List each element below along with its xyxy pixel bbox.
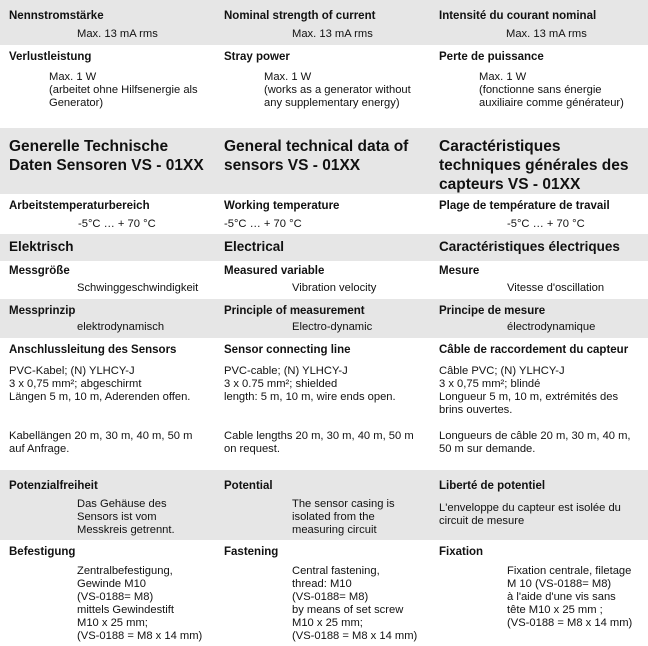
label: Potenzialfreiheit xyxy=(9,480,98,492)
value-line: auxiliaire comme générateur) xyxy=(479,97,624,109)
value: Schwinggeschwindigkeit xyxy=(77,282,199,294)
value: Vibration velocity xyxy=(292,282,377,294)
value-line: à l'aide d'une vis sans xyxy=(507,591,616,603)
value-line: (arbeitet ohne Hilfsenergie als xyxy=(49,84,198,96)
value-line: (VS-0188 = M8 x 14 mm) xyxy=(292,630,418,642)
value-line: Max. 1 W xyxy=(264,71,312,83)
value-line: Max. 1 W xyxy=(49,71,97,83)
note-line: 50 m sur demande. xyxy=(439,443,536,455)
row-nominal-current xyxy=(0,0,648,45)
value-line: Längen 5 m, 10 m, Aderenden offen. xyxy=(9,391,191,403)
label: Intensité du courant nominal xyxy=(439,10,597,22)
note-line: on request. xyxy=(224,443,280,455)
row-fastening xyxy=(0,540,648,646)
value-line: thread: M10 xyxy=(292,578,352,590)
note-line: Longueurs de câble 20 m, 30 m, 40 m, xyxy=(439,430,631,442)
heading-line: Daten Sensoren VS - 01XX xyxy=(9,157,204,174)
row-measurement-principle xyxy=(0,299,648,338)
label: Fixation xyxy=(439,546,484,558)
label: Nennstromstärke xyxy=(9,10,104,22)
note-line: Cable lengths 20 m, 30 m, 40 m, 50 m xyxy=(224,430,414,442)
value-line: M10 x 25 mm; xyxy=(77,617,148,629)
label: Liberté de potentiel xyxy=(439,480,546,492)
value-line: circuit de mesure xyxy=(439,515,525,527)
value-line: 3 x 0,75 mm²; blindé xyxy=(439,378,541,390)
label: Principle of measurement xyxy=(224,305,365,317)
value-line: Sensors ist vom xyxy=(77,511,157,523)
row-measured-variable xyxy=(0,261,648,299)
label: Potential xyxy=(224,480,273,492)
value: -5°C … + 70 °C xyxy=(507,218,585,230)
row-electrical-section xyxy=(0,234,648,261)
value-line: Câble PVC; (N) YLHCY-J xyxy=(439,365,565,377)
value-line: L'enveloppe du capteur est isolée du xyxy=(439,502,621,514)
heading-line: capteurs VS - 01XX xyxy=(439,176,581,193)
value-line: Max. 1 W xyxy=(479,71,527,83)
value-line: measuring circuit xyxy=(292,524,377,536)
label: Plage de température de travail xyxy=(439,200,610,212)
value-line: PVC-cable; (N) YLHCY-J xyxy=(224,365,348,377)
value-line: isolated from the xyxy=(292,511,375,523)
row-working-temperature xyxy=(0,194,648,234)
value: -5°C … + 70 °C xyxy=(224,218,302,230)
value-line: Longueur 5 m, 10 m, extrémités des xyxy=(439,391,619,403)
value-line: length: 5 m, 10 m, wire ends open. xyxy=(224,391,396,403)
value: elektrodynamisch xyxy=(77,321,165,333)
value-line: brins ouvertes. xyxy=(439,404,513,416)
section-title: Electrical xyxy=(224,239,285,254)
value: Electro-dynamic xyxy=(292,321,373,333)
value-line: 3 x 0.75 mm²; shielded xyxy=(224,378,338,390)
label: Verlustleistung xyxy=(9,51,92,63)
value-line: Fixation centrale, filetage xyxy=(507,565,632,577)
value: -5°C … + 70 °C xyxy=(78,218,156,230)
note-line: Kabellängen 20 m, 30 m, 40 m, 50 m xyxy=(9,430,193,442)
value-line: (fonctionne sans énergie xyxy=(479,84,602,96)
section-title: Elektrisch xyxy=(9,239,74,254)
row-potential xyxy=(0,470,648,540)
label: Perte de puissance xyxy=(439,51,544,63)
value-line: (VS-0188 = M8 x 14 mm) xyxy=(507,617,633,629)
label: Messprinzip xyxy=(9,305,76,317)
label: Mesure xyxy=(439,265,480,277)
value-line: any supplementary energy) xyxy=(264,97,400,109)
value-line: Generator) xyxy=(49,97,104,109)
note-line: auf Anfrage. xyxy=(9,443,70,455)
section-title: Caractéristiques électriques xyxy=(439,239,620,254)
heading-line: sensors VS - 01XX xyxy=(224,157,361,174)
value-line: Das Gehäuse des xyxy=(77,498,167,510)
label: Measured variable xyxy=(224,265,325,277)
value-line: Zentralbefestigung, xyxy=(77,565,173,577)
heading-line: techniques générales des xyxy=(439,157,629,174)
label: Stray power xyxy=(224,51,290,63)
value-line: Central fastening, xyxy=(292,565,380,577)
value-line: by means of set screw xyxy=(292,604,404,616)
value: Max. 13 mA rms xyxy=(77,28,158,40)
value-line: (VS-0188= M8) xyxy=(292,591,369,603)
value-line: M 10 (VS-0188= M8) xyxy=(507,578,612,590)
label: Working temperature xyxy=(224,200,340,212)
label: Sensor connecting line xyxy=(224,344,351,356)
value: Max. 13 mA rms xyxy=(292,28,373,40)
value-line: (VS-0188= M8) xyxy=(77,591,154,603)
value-line: The sensor casing is xyxy=(292,498,395,510)
label: Anschlussleitung des Sensors xyxy=(9,344,177,356)
label: Principe de mesure xyxy=(439,305,546,317)
heading-line: General technical data of xyxy=(224,138,409,155)
label: Fastening xyxy=(224,546,279,558)
value-line: Messkreis getrennt. xyxy=(77,524,175,536)
label: Befestigung xyxy=(9,546,76,558)
row-stray-power xyxy=(0,45,648,123)
value-line: (works as a generator without xyxy=(264,84,411,96)
label: Nominal strength of current xyxy=(224,10,376,22)
value-line: PVC-Kabel; (N) YLHCY-J xyxy=(9,365,135,377)
value-line: M10 x 25 mm; xyxy=(292,617,363,629)
heading-line: Caractéristiques xyxy=(439,138,561,155)
label: Messgröße xyxy=(9,265,70,277)
value-line: (VS-0188 = M8 x 14 mm) xyxy=(77,630,203,642)
value: électrodynamique xyxy=(507,321,596,333)
label: Arbeitstemperaturbereich xyxy=(9,200,150,212)
label: Câble de raccordement du capteur xyxy=(439,344,629,356)
value: Vitesse d'oscillation xyxy=(507,282,605,294)
value-line: mittels Gewindestift xyxy=(77,604,174,616)
value-line: 3 x 0,75 mm²; abgeschirmt xyxy=(9,378,142,390)
row-general-heading xyxy=(0,128,648,194)
value-line: tête M10 x 25 mm ; xyxy=(507,604,603,616)
value: Max. 13 mA rms xyxy=(506,28,587,40)
value-line: Gewinde M10 xyxy=(77,578,147,590)
heading-line: Generelle Technische xyxy=(9,138,169,155)
row-sensor-connecting-line xyxy=(0,338,648,470)
